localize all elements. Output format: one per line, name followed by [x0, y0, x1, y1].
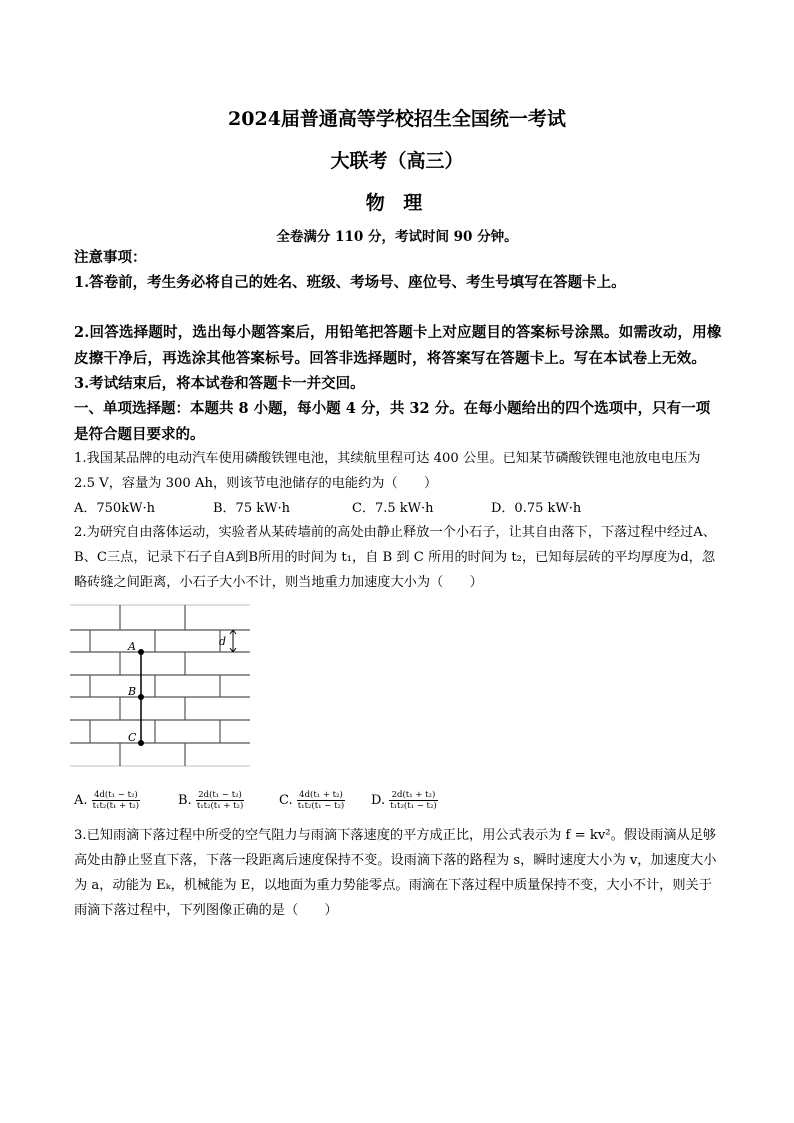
q1-option-b: B．75 kW·h — [213, 501, 290, 516]
q2-option-c — [279, 790, 345, 811]
q2-option-c-num: 4d(t₁ + t₂) — [297, 790, 345, 801]
notice-item-2: 2.回答选择题时，选出每小题答案后，用铅笔把答题卡上对应题目的答案标号涂黑。如需改动，用橡皮擦干净后，再选涂其他答案标号。回答非选择题时，将答案写在答题卡上。写在本试卷上无效。 — [74, 324, 722, 367]
q2-option-a-letter: A. — [74, 793, 88, 808]
q1-option-a: A．750kW·h — [74, 501, 155, 516]
q2-option-b-den: t₁t₂(t₁ + t₂) — [196, 801, 244, 811]
q2-option-b-fraction — [196, 790, 244, 811]
q2-option-a-den: t₁t₂(t₁ + t₂) — [92, 801, 140, 811]
point-c-label: C — [128, 731, 137, 744]
point-b-dot — [138, 694, 144, 700]
point-c-dot — [138, 740, 144, 746]
subject-title: 物 理 — [365, 192, 429, 214]
q2-option-a-num: 4d(t₁ − t₂) — [92, 790, 140, 801]
q2-option-c-den: t₁t₂(t₁ − t₂) — [297, 801, 345, 811]
section-heading: 一、单项选择题：本题共 8 小题，每小题 4 分，共 32 分。在每小题给出的四个选项中，只有一项是符合题目要求的。 — [74, 400, 711, 443]
q1-option-d: D．0.75 kW·h — [491, 501, 582, 516]
q2-option-d-den: t₁t₂(t₁ − t₂) — [390, 801, 437, 811]
q2-option-b — [178, 790, 244, 811]
question-2-text: 2.为研究自由落体运动，实验者从某砖墙前的高处由静止释放一个小石子，让其自由落下，下落过程中经过A、B、C三点，记录下石子自A到B所用的时间为 t₁，自 B 到 C 所用的时间为 t₂，已知每层砖的平均厚度为d，忽略砖缝之间距离，小石子大小不计，则当地重力加速度大小为（ ） — [74, 525, 716, 590]
notice-item-3: 3.考试结束后，将本试卷和答题卡一并交回。 — [74, 375, 365, 392]
point-b-label: B — [128, 685, 137, 698]
question-1-text: 1.我国某品牌的电动汽车使用磷酸铁锂电池，其续航里程可达 400 公里。已知某节磷酸铁锂电池放电电压为 2.5 V，容量为 300 Ah，则该节电池储存的电能约为（ ） — [74, 451, 701, 491]
exam-subtitle: 大联考（高三） — [330, 150, 464, 172]
q2-option-d-num: 2d(t₁ + t₂) — [389, 790, 437, 801]
q2-option-d — [371, 790, 438, 811]
q2-option-b-num: 2d(t₁ − t₂) — [196, 790, 244, 801]
point-a-label: A — [128, 640, 136, 653]
q2-option-d-letter: D. — [371, 793, 386, 808]
brick-wall-figure — [70, 600, 250, 778]
point-a-dot — [138, 649, 144, 655]
exam-title: 2024届普通高等学校招生全国统一考试 — [228, 108, 566, 130]
notice-heading: 注意事项： — [74, 249, 147, 266]
q2-option-a — [74, 790, 140, 811]
question-3-text: 3.已知雨滴下落过程中所受的空气阻力与雨滴下落速度的平方成正比，用公式表示为 f = kv²。假设雨滴从足够高处由静止竖直下落，下落一段距离后速度保持不变。设雨滴下落的路程为 s，瞬时速度大小为 v，加速度大小为 a，动能为 Eₖ，机械能为 E，以地面为重力势能零点。雨滴在下落过程中质量保持不变，大小不计，则关于雨滴下落过程中，下列图像正确的是（ ） — [74, 828, 717, 918]
q1-option-c: C．7.5 kW·h — [352, 501, 434, 516]
thickness-label: d — [219, 635, 227, 648]
q2-option-d-fraction — [389, 790, 437, 811]
q2-option-c-letter: C. — [279, 793, 293, 808]
q2-option-c-fraction — [297, 790, 345, 811]
notice-item-1: 1.答卷前，考生务必将自己的姓名、班级、考场号、座位号、考生号填写在答题卡上。 — [74, 274, 626, 291]
exam-info: 全卷满分 110 分，考试时间 90 分钟。 — [276, 229, 518, 245]
q2-option-a-fraction — [92, 790, 140, 811]
q2-option-b-letter: B. — [178, 793, 192, 808]
